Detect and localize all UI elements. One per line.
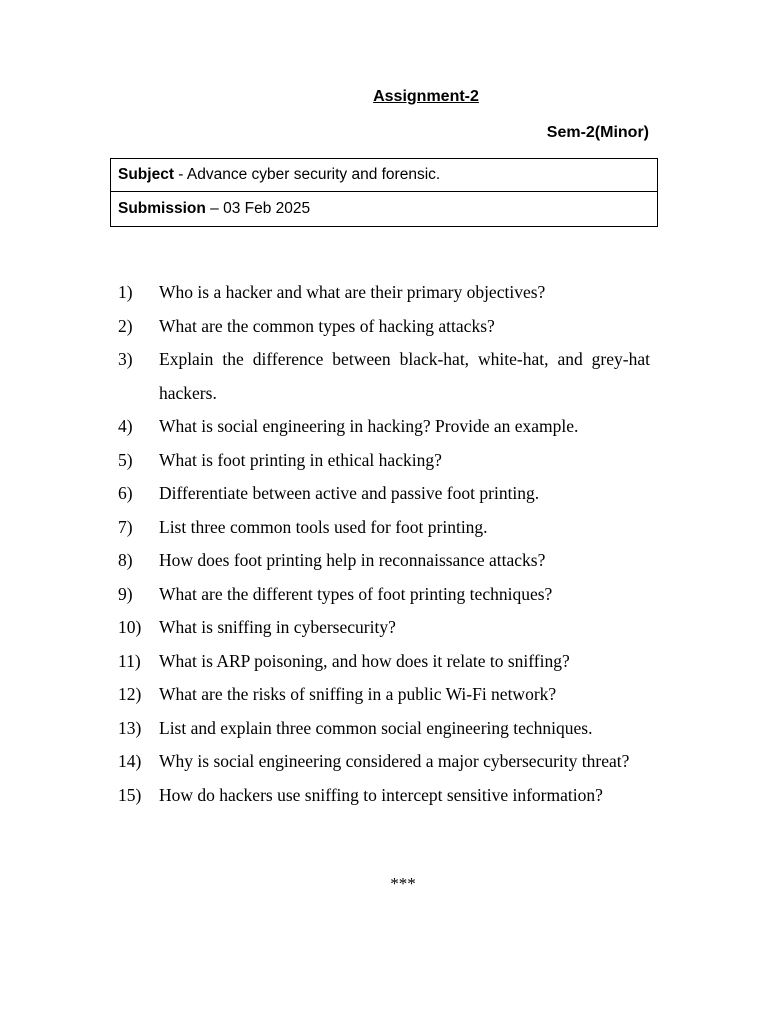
question-text: List three common tools used for foot printing. [159,516,488,537]
question-text: What are the common types of hacking attacks? [159,315,495,336]
question-text: What is social engineering in hacking? Provide an example. [159,416,579,436]
question-text: What is ARP poisoning, and how does it relate to sniffing? [159,650,570,671]
submission-row [111,192,657,226]
submission-value: – 03 Feb 2025 [205,200,311,217]
question-text: Explain the difference between black-hat, white-hat, and grey-hat hackers. [159,349,650,403]
question-item [118,511,650,545]
question-text: Why is social engineering considered a major cybersecurity threat? [159,751,630,771]
assignment-title: Assignment-2 [373,88,479,105]
question-number: 11) [118,650,141,671]
question-list [118,276,650,812]
question-item [118,444,650,478]
submission-label: Submission [118,200,206,217]
question-number: 2) [118,315,133,336]
question-number: 15) [118,784,142,805]
question-item [118,578,650,612]
question-text: What are the risks of sniffing in a public Wi-Fi network? [159,684,557,704]
question-text: Differentiate between active and passive foot printing. [159,483,540,503]
question-item [118,745,650,779]
question-item [118,310,650,344]
question-number: 13) [118,717,142,738]
question-item [118,410,650,444]
question-number: 6) [118,483,133,503]
question-item [118,645,650,679]
subject-value: - Advance cyber security and forensic. [173,166,441,183]
question-item [118,544,650,578]
question-number: 1) [118,282,133,302]
question-text: How does foot printing help in reconnaissance attacks? [159,550,546,570]
subject-row [111,159,657,192]
question-item [118,678,650,712]
question-number: 5) [118,449,133,470]
question-number: 14) [118,751,142,771]
question-text: What is sniffing in cybersecurity? [159,617,396,637]
question-number: 9) [118,583,133,604]
question-text: Who is a hacker and what are their primary objectives? [159,282,546,302]
question-item [118,343,650,410]
question-text: What is foot printing in ethical hacking? [159,449,442,470]
semester-label: Sem-2(Minor) [546,124,649,141]
question-number: 7) [118,516,133,537]
info-table [110,158,658,227]
question-number: 8) [118,550,133,570]
question-text: How do hackers use sniffing to intercept sensitive information? [159,784,603,805]
subject-label: Subject [118,166,174,183]
end-mark: *** [390,874,416,893]
question-number: 3) [118,349,133,369]
question-item [118,276,650,310]
question-item [118,477,650,511]
question-text: What are the different types of foot printing techniques? [159,583,553,604]
question-item [118,611,650,645]
question-item [118,712,650,746]
question-number: 10) [118,617,142,637]
question-item [118,779,650,813]
question-number: 12) [118,684,142,704]
question-number: 4) [118,416,133,436]
question-text: List and explain three common social engineering techniques. [159,717,593,738]
